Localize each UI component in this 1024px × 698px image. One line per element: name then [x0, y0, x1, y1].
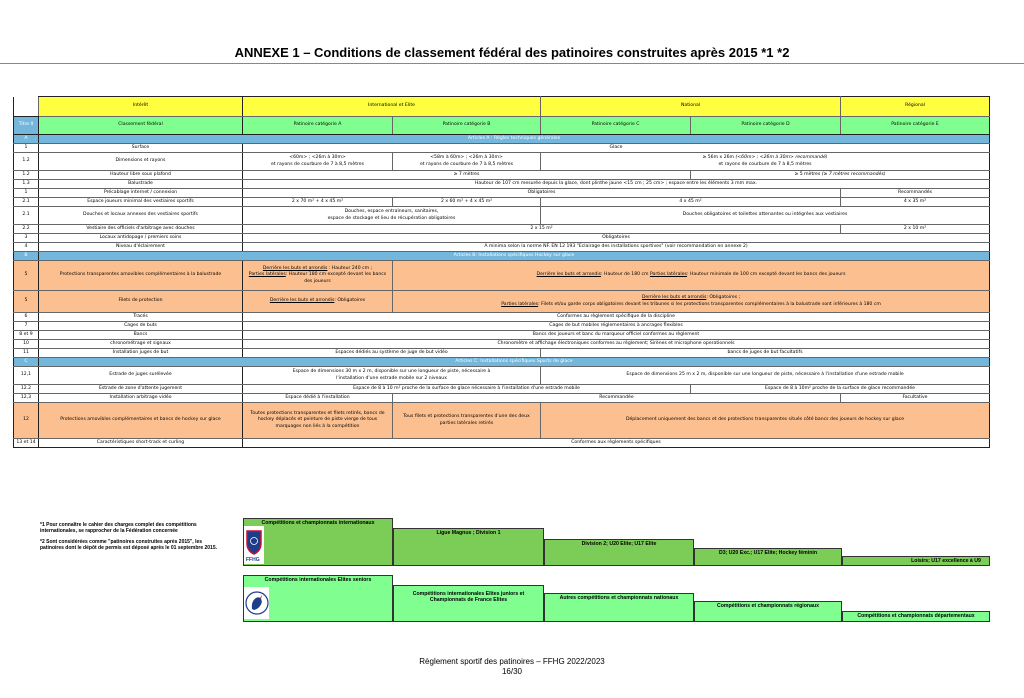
- cell-note: (<60m> ; <26m à 30m> recommandé): [735, 155, 828, 161]
- table-row-bancs: [14, 331, 990, 340]
- stair-label: D3; U20 Exc.; U17 Elite; Hockey féminin: [718, 550, 818, 556]
- row-num: 6: [14, 313, 39, 322]
- stair-step: [393, 528, 544, 566]
- titre-label: Titre II: [14, 117, 39, 135]
- footnote-1: *1 Pour connaître le cahier des charges complet des compétitions internationales, se rapprocher de la Fédération concernée: [40, 522, 197, 535]
- cell-cde: [541, 153, 990, 171]
- table-row-surface: [14, 144, 990, 153]
- cell-e: 2 x 10 m²: [841, 225, 990, 234]
- page-footer: [0, 657, 1024, 677]
- footnotes: [40, 522, 220, 555]
- stair-step: [544, 539, 694, 566]
- category-c: Patinoire catégorie C: [541, 117, 691, 135]
- cell-note: (≥ 7 mètres recommandés): [821, 171, 886, 177]
- stair-label: Loisirs; U17 excellence à U9: [911, 558, 981, 564]
- row-num: 5: [14, 261, 39, 291]
- table-row-cages: [14, 322, 990, 331]
- header-national: National: [541, 97, 841, 117]
- cell-cd: 4 x 45 m²: [541, 198, 841, 207]
- cell-a: 2 x 70 m² + 4 x 45 m²: [243, 198, 393, 207]
- cell-bcde: [393, 291, 990, 313]
- stair-label: Compétitions internationales Elites juniors et Championnats de France Elites: [412, 591, 525, 604]
- row-num: 4: [14, 243, 39, 252]
- cell-e: Facultative: [841, 394, 990, 403]
- table-row-short-track: [14, 439, 990, 448]
- stair-label: Division 2; U20 Elite; U17 Elite: [581, 541, 657, 547]
- table-row-vestiaire-officiels: [14, 225, 990, 234]
- table-row-hauteur: [14, 171, 990, 180]
- cell-line: l'installation d'une estrade mobile sur 2 niveaux: [336, 375, 447, 381]
- table-row-juges-but: [14, 349, 990, 358]
- table-row-douches: [14, 207, 990, 225]
- cell-ab: [243, 367, 541, 385]
- cell-abc: Espace de 8 à 10 m² proche de la surface de glace nécessaire à l'installation d'une estrade mobile: [243, 385, 691, 394]
- section-label: Articles C: Installations spécifiques Sports de glace: [39, 358, 990, 367]
- stair-step: [243, 518, 393, 566]
- cell-a: [243, 261, 393, 291]
- title-divider: [0, 63, 1024, 64]
- table-row-estrade-juges: [14, 367, 990, 385]
- cell-underlined: Derrière les buts et arrondis: [269, 298, 335, 304]
- section-row-a: [14, 135, 990, 144]
- row-num: 10: [14, 340, 39, 349]
- cell-underlined: Parties latérales: [649, 272, 687, 278]
- classification-table: [13, 96, 990, 448]
- page-number: 16/30: [501, 667, 523, 676]
- cell-abcd: Obligatoires: [243, 189, 841, 198]
- cell-text: : Hauteur minimale de 100 cm excepté devant les bancs des joueurs: [686, 272, 846, 278]
- row-num: 7: [14, 322, 39, 331]
- cell-cde: bancs de juges de but facultatifs: [541, 349, 990, 358]
- cell-a: Espace dédié à l'installation: [243, 394, 393, 403]
- table-row-precablage: [14, 189, 990, 198]
- cell-ab: Espaces dédiés au système de juge de but vidéo: [243, 349, 541, 358]
- cell-value: Conformes aux règlements spécifiques: [243, 439, 990, 448]
- stair-label: Compétitions et championnats internationaux: [261, 520, 375, 526]
- table-row-arbitrage-video: [14, 394, 990, 403]
- category-b: Patinoire catégorie B: [393, 117, 541, 135]
- cell-line: Espace de dimensions 30 m x 2 m, disponible sur une longueur de piste, nécessaire à: [292, 369, 491, 375]
- cell-bcde: [393, 261, 990, 291]
- cell-underlined: Derrière les buts et arrondis: [536, 272, 602, 278]
- cell-text: : Obligatoires: [334, 298, 366, 304]
- section-row-b: [14, 252, 990, 261]
- table-row-estrade-attente: [14, 385, 990, 394]
- row-label: Filets de protection: [39, 291, 243, 313]
- cell-value: Bancs des joueurs et banc du marqueur officiel conformes au règlement: [243, 331, 990, 340]
- cell-underlined: Parties latérales: [248, 272, 286, 278]
- row-num: 12: [14, 403, 39, 439]
- row-label: Cages de buts: [39, 322, 243, 331]
- row-num: 2.2: [14, 225, 39, 234]
- cell-value: Conformes au règlement spécifique de la discipline: [243, 313, 990, 322]
- row-label: Installation arbitrage vidéo: [39, 394, 243, 403]
- cell-b: Tous filets et protections transparentes d'une des deux parties latérales retirés: [393, 403, 541, 439]
- row-num: 3: [14, 234, 39, 243]
- category-d: Patinoire catégorie D: [691, 117, 841, 135]
- row-label: Niveau d'éclairement: [39, 243, 243, 252]
- table-row-antidopage: [14, 234, 990, 243]
- section-num: A: [14, 135, 39, 144]
- cell-abcd: 2 x 15 m²: [243, 225, 841, 234]
- row-num: 1.3: [14, 180, 39, 189]
- row-label: Balustrade: [39, 180, 243, 189]
- cell-e: Recommandés: [841, 189, 990, 198]
- cell-de: Espace de 8 à 10m² proche de la surface de glace recommandée: [691, 385, 990, 394]
- row-num: 1.2: [14, 171, 39, 180]
- row-label: Espace joueurs minimal des vestiaires sportifs: [39, 198, 243, 207]
- cell-de: [691, 171, 990, 180]
- cell-line: et rayons de courbure de 7 à 8,5 mètres: [270, 161, 365, 167]
- row-label: Caractéristiques short-track et curling: [39, 439, 243, 448]
- cell-value: A minima selon la norme NF. EN 12 193 "Eclairage des installations sportives" (voir recommandation en annexe 2): [243, 243, 990, 252]
- cell-a: [243, 153, 393, 171]
- rooster-logo: [244, 587, 269, 619]
- empty-corner: [14, 97, 39, 117]
- france-competition-stairs: [243, 575, 993, 622]
- row-num: 11: [14, 349, 39, 358]
- row-num: 12.2: [14, 385, 39, 394]
- cell-text: : Obligatoires ;: [706, 295, 741, 301]
- cell-underlined: Derrière les buts et arrondis: [641, 295, 707, 301]
- row-label: Dimensions et rayons: [39, 153, 243, 171]
- stair-step: [544, 593, 694, 622]
- cell-e: 4 x 35 m²: [841, 198, 990, 207]
- row-num: 1: [14, 189, 39, 198]
- row-num: 1.2: [14, 153, 39, 171]
- section-num: B: [14, 252, 39, 261]
- row-num: 5: [14, 291, 39, 313]
- row-num: 12,1: [14, 367, 39, 385]
- table-row-espace-joueurs: [14, 198, 990, 207]
- section-label: Articles A : Règles techniques générales: [39, 135, 990, 144]
- rooster-icon: [245, 589, 269, 617]
- header-interet: Intérêt: [39, 97, 243, 117]
- row-label: Protections amovibles complémentaires et bancs de hockey sur glace: [39, 403, 243, 439]
- cell-line: ≥ 5 mètres: [794, 171, 821, 177]
- category-e: Patinoire catégorie E: [841, 117, 990, 135]
- cell-b: [393, 153, 541, 171]
- row-num: 2.1: [14, 198, 39, 207]
- row-num: 13 et 14: [14, 439, 39, 448]
- row-num: 2.1: [14, 207, 39, 225]
- row-label: Protections transparentes amovibles complémentaires à la balustrade: [39, 261, 243, 291]
- section-label: Articles B: Installations spécifiques Hockey sur glace: [39, 252, 990, 261]
- row-label: Bancs: [39, 331, 243, 340]
- row-label: Hauteur libre sous plafond: [39, 171, 243, 180]
- stair-label: Compétitions et championnats départementaux: [857, 613, 975, 619]
- footer-title: Règlement sportif des patinoires – FFHG 2022/2023: [419, 657, 605, 666]
- table-row-eclairement: [14, 243, 990, 252]
- row-num: 1: [14, 144, 39, 153]
- cell-a: Toutes protections transparentes et filets retirés, bancs de hockey déplacés et peinture de piste vierge de tous marquages non liés à la compétition: [243, 403, 393, 439]
- header-row-categories: [14, 117, 990, 135]
- stair-step: [393, 585, 544, 622]
- cell-underlined: Parties latérales: [501, 301, 539, 307]
- header-regional: Régional: [841, 97, 990, 117]
- cell-line: Douches, espace entraîneurs, sanitaires,: [344, 209, 439, 215]
- table-row-dimensions: [14, 153, 990, 171]
- table-row-protections: [14, 261, 990, 291]
- cell-text: : Hauteur de 180 cm: [601, 272, 650, 278]
- cell-value: Hauteur de 107 cm mesurée depuis la glace, dont plinthe jaune <15 cm ; 25 cm> ; espace entre les éléments 3 mm max.: [243, 180, 990, 189]
- ffhg-competition-stairs: [243, 518, 993, 566]
- row-label: Estrade de zone d'attente jugement: [39, 385, 243, 394]
- cell-ab: [243, 207, 541, 225]
- row-label: Estrade de juges surélevée: [39, 367, 243, 385]
- cell-value: Chronomètre et affichage électroniques conformes au règlement; Sirènes et microphone operationnels: [243, 340, 990, 349]
- cell-line: ≥ 56m x 26m: [702, 155, 735, 161]
- cell-bcd: Recommandée: [393, 394, 841, 403]
- svg-text:FFHG: FFHG: [246, 557, 260, 563]
- row-label: Douches et locaux annexes des vestiaires sportifs: [39, 207, 243, 225]
- table-row-filets: [14, 291, 990, 313]
- page-title: ANNEXE 1 – Conditions de classement fédéral des patinoires construites après 2015 *1 *2: [234, 45, 790, 60]
- footnote-2: *2 Sont considérées comme "patinoires construites après 2015", les patinoires dont le dépôt de permis est déposé après le 01 septembre 2015.: [40, 538, 218, 551]
- stair-base: [243, 621, 990, 622]
- ffhg-shield-icon: [245, 527, 263, 563]
- cell-value: Obligatoires: [243, 234, 990, 243]
- row-label: Locaux antidopage / premiers soins: [39, 234, 243, 243]
- cell-b: 2 x 60 m² + 4 x 45 m²: [393, 198, 541, 207]
- cell-text: : Filets et/ou garde corps obligatoires devant les tribunes si les protections transparentes complémentaires à la balustrade sont inférieures à 180 cm: [538, 301, 881, 307]
- row-label: Tracés: [39, 313, 243, 322]
- row-label: Surface: [39, 144, 243, 153]
- stair-label: Compétitions internationales Elites seniors: [264, 577, 372, 583]
- table-row-balustrade: [14, 180, 990, 189]
- header-row-interest: [14, 97, 990, 117]
- stair-label: Autres compétitions et championnats nationaux: [559, 595, 679, 601]
- cell-cde: Douches obligatoires et toilettes attenantes ou intégrées aux vestiaires: [541, 207, 990, 225]
- header-international-elite: International et Elite: [243, 97, 541, 117]
- classement-label: Classement fédéral: [39, 117, 243, 135]
- cell-underlined: Derrière les buts et arrondis: [262, 266, 328, 272]
- stair-base: [243, 565, 990, 566]
- table-row-traces: [14, 313, 990, 322]
- row-label: Vestiaire des officiels d'arbitrage avec douches: [39, 225, 243, 234]
- row-label: chronométrage et signaux: [39, 340, 243, 349]
- cell-line: <60m> ; <26m à 30m>: [289, 155, 346, 161]
- stair-step: [694, 548, 842, 566]
- cell-abc: ≥ 7 mètres: [243, 171, 691, 180]
- cell-line: et rayons de courbure de 7 à 8,5 mètres: [718, 161, 812, 167]
- section-num: C: [14, 358, 39, 367]
- cell-value: Cages de but mobiles réglementaires à ancrages flexibles: [243, 322, 990, 331]
- section-row-c: [14, 358, 990, 367]
- stair-label: Compétitions et championnats régionaux: [716, 603, 820, 609]
- row-num: 8 et 9: [14, 331, 39, 340]
- cell-cde: Déplacement uniquement des bancs et des protections transparentes situés côté bancs des joueurs de hockey sur glace: [541, 403, 990, 439]
- table-row-protections-amovibles: [14, 403, 990, 439]
- category-a: Patinoire catégorie A: [243, 117, 393, 135]
- cell-line: espace de stockage et lieu de récupération obligatoires: [327, 215, 456, 221]
- ffhg-logo: [244, 526, 264, 564]
- stair-label: Ligue Magnus ; Division 1: [436, 530, 501, 536]
- cell-text: : Hauteur 180 cm excepté devant les bancs des joueurs: [285, 272, 387, 284]
- cell-a: [243, 291, 393, 313]
- cell-line: et rayons de courbure de 7 à 8,5 mètres: [419, 161, 514, 167]
- cell-line: <58m à 60m> ; <26m à 30m>: [430, 155, 503, 161]
- stair-step: [694, 601, 842, 622]
- cell-text: : Hauteur 240 cm ;: [327, 266, 373, 272]
- cell-cde: Espace de dimensions 25 m x 2 m, disponible sur une longueur de piste, nécessaire à l'installation d'une estrade mobile: [541, 367, 990, 385]
- table-row-chrono: [14, 340, 990, 349]
- row-label: Précablage internet / connexion: [39, 189, 243, 198]
- cell-value: Glace: [243, 144, 990, 153]
- row-num: 12,3: [14, 394, 39, 403]
- row-label: Installation juges de but: [39, 349, 243, 358]
